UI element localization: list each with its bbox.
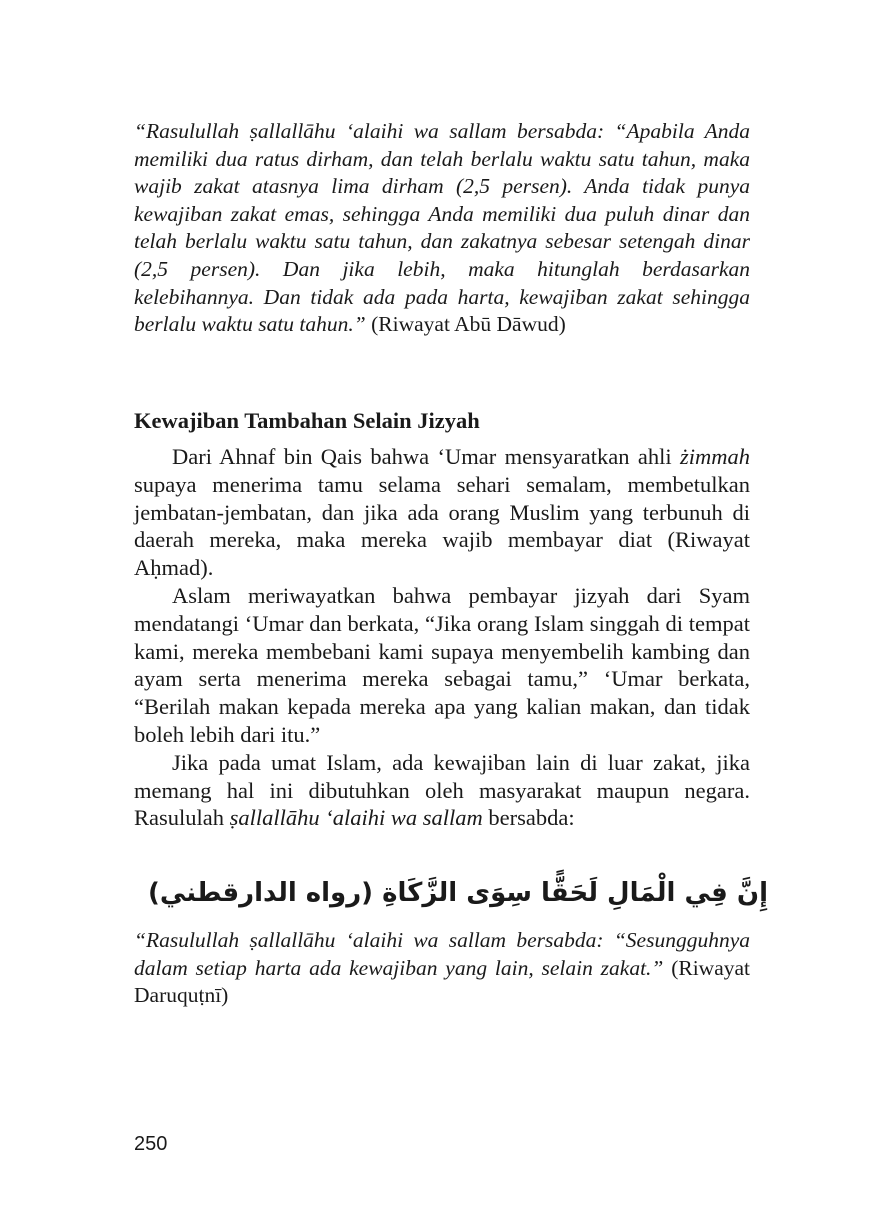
page-number: 250 xyxy=(134,1133,168,1155)
paragraph-3 xyxy=(134,749,750,832)
quote-reference: (Riwayat Abū Dāwud) xyxy=(371,312,566,337)
quote-bottom-text: “Rasulullah ṣallallāhu ‘alaihi wa sallam bersabda: “Sesungguhnya dalam setiap harta ada kewajiban yang lain, selain zakat.” xyxy=(134,928,750,980)
paragraph-3-before: Jika pada umat Islam, ada kewajiban lain di luar zakat, jika memang hal ini dibutuhkan oleh masyarakat maupun negara. Rasululah xyxy=(134,749,750,831)
paragraph-1-after: supaya menerima tamu selama sehari semalam, membetulkan jembatan-jembatan, dan jika ada orang Muslim yang terbunuh di daerah mereka, maka mereka wajib membayar diat (Riwayat Aḥmad). xyxy=(134,471,750,581)
paragraph-3-term: ṣallallāhu ‘alaihi wa sallam xyxy=(229,805,483,831)
paragraph-1-term: żimmah xyxy=(680,444,751,469)
paragraph-1-before: Dari Ahnaf bin Qais bahwa ‘Umar mensyaratkan ahli xyxy=(172,444,672,469)
arabic-hadith-text: إِنَّ فِي الْمَالِ لَحَقًّا سِوَى الزَّكَاةِ (رواه الدارقطني) xyxy=(148,878,768,908)
section-body xyxy=(134,443,750,832)
paragraph-3-after: bersabda: xyxy=(488,805,575,831)
hadith-quote-top xyxy=(134,118,750,339)
hadith-quote-bottom xyxy=(134,927,750,1010)
quote-paragraph xyxy=(134,118,750,339)
quote-text: “Rasulullah ṣallallāhu ‘alaihi wa sallam bersabda: “Apabila Anda memiliki dua ratus dirham, dan telah berlalu waktu satu tahun, maka wajib zakat atasnya lima dirham (2,5 persen). Anda tidak punya kewajiban zakat emas, sehingga Anda memiliki dua puluh dinar dan telah berlalu waktu satu tahun, dan zakatnya sebesar setengah dinar (2,5 persen). Dan jika lebih, maka hitunglah berdasarkan kelebihannya. Dan tidak ada pada harta, kewajiban zakat sehingga berlalu waktu satu tahun.” xyxy=(134,119,750,337)
paragraph-1 xyxy=(134,443,750,582)
paragraph-2: Aslam meriwayatkan bahwa pembayar jizyah dari Syam mendatangi ‘Umar dan berkata, “Jika orang Islam singgah di tempat kami, mereka membebani kami supaya menyembelih kambing dan ayam serta menerima mereka sebagai tamu,” ‘Umar berkata, “Berilah makan kepada mereka apa yang kalian makan, dan tidak boleh lebih dari itu.” xyxy=(134,582,750,747)
quote-bottom-paragraph xyxy=(134,927,750,1010)
quote-bottom-reference: (Riwayat Daruquṭnī) xyxy=(134,955,750,1008)
section-heading: Kewajiban Tambahan Selain Jizyah xyxy=(134,408,480,433)
